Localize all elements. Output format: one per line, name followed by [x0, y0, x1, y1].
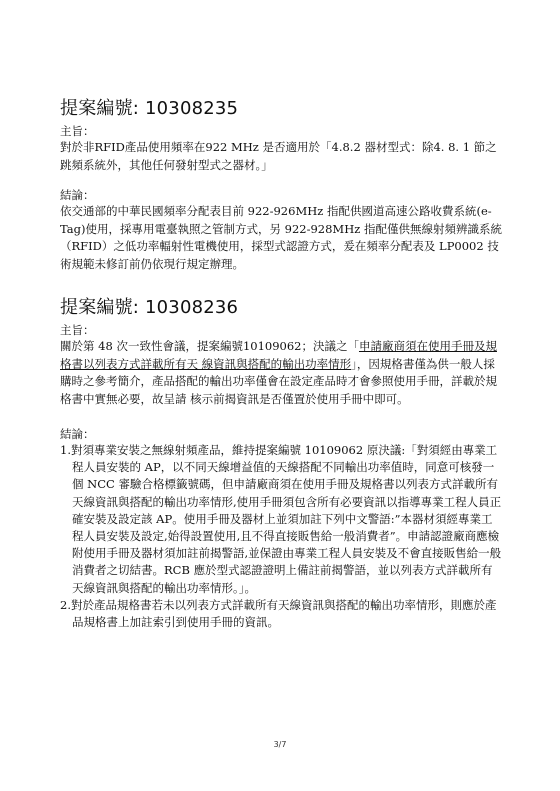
subject-text: [60, 338, 502, 408]
subject-text: 對於非RFID產品使用頻率在922 MHz 是否適用於「4.8.2 器材型式：除4. 8. 1 節之跳頻系統外，其他任何發射型式之器材。」: [60, 140, 497, 172]
subject-label: 主旨：: [60, 323, 95, 337]
proposal-10308236: [60, 297, 502, 631]
list-item: 2.對於產品規格書若未以列表方式詳載所有天線資訊與搭配的輸出功率情形，則應於產品規格書上加註索引到使用手冊的資訊。: [60, 597, 497, 630]
proposal-title: 提案編號: 10308235: [60, 98, 239, 119]
page-number: 3/7: [273, 740, 287, 749]
subject-text-pre: 關於第 48 次一致性會議，提案編號10109062；決議之「: [60, 339, 359, 353]
conclusion-list: [60, 442, 502, 631]
subject-text-post: 」，因規格書僅為供一般人採購時之參考簡介，產品搭配的輸出功率僅會在設定產品時才會參照使用手冊，詳載於規格書中實無必要，故呈請 核示前揭資訊是否僅置於使用手冊中即可。: [60, 356, 497, 406]
proposal-title: 提案編號: 10308236: [60, 297, 239, 318]
spacer: [60, 174, 502, 187]
spacer: [60, 408, 502, 426]
proposal-10308235: [60, 98, 502, 273]
conclusion-text: 依交通部的中華民國頻率分配表目前 922-926MHz 指配供國道高速公路收費系統(e-Tag)使用，採專用電臺執照之管制方式，另 922-928MHz 指配僅供無線射頻辨識系統（RFID）之低功率輻射性電機使用，採型式認證方式，爰在頻率分配表及 LP0002 技術規範未修訂前仍依現行規定辦理。: [60, 204, 502, 271]
list-item: 1.對須專業安裝之無線射頻產品，維持提案編號 10109062 原決議:「對須經由專業工程人員安裝的 AP，以不同天線增益值的天線搭配不同輸出功率值時，同意可核發一個 NCC 審驗合格標籤號碼，但申請廠商須在使用手冊及規格書以列表方式詳載所有天線資訊與搭配的輸出功率情形,使用手冊須包含所有必要資訊以指導專業工程人員正確安裝及設定該 AP。使用手冊及器材上並須加註下列中文警語:”本器材須經專業工程人員安裝及設定,始得設置使用,且不得直接販售給一般消費者”。申請認證廠商應檢附使用手冊及器材須加註前揭警語,並保證由專業工程人員安裝及不會直接販售給一般消費者之切結書。RCB 應於型式認證證明上備註前揭警語，並以列表方式詳載所有天線資訊與搭配的輸出功率情形。」。: [60, 443, 502, 595]
conclusion-label: 結論：: [60, 188, 95, 202]
subject-underlined-quote: 申請廠商須在使用手冊及規格書以列表方式詳載所有天 線資訊與搭配的輸出功率情形: [60, 339, 497, 371]
conclusion-label: 結論：: [60, 427, 95, 441]
subject-label: 主旨：: [60, 124, 95, 138]
